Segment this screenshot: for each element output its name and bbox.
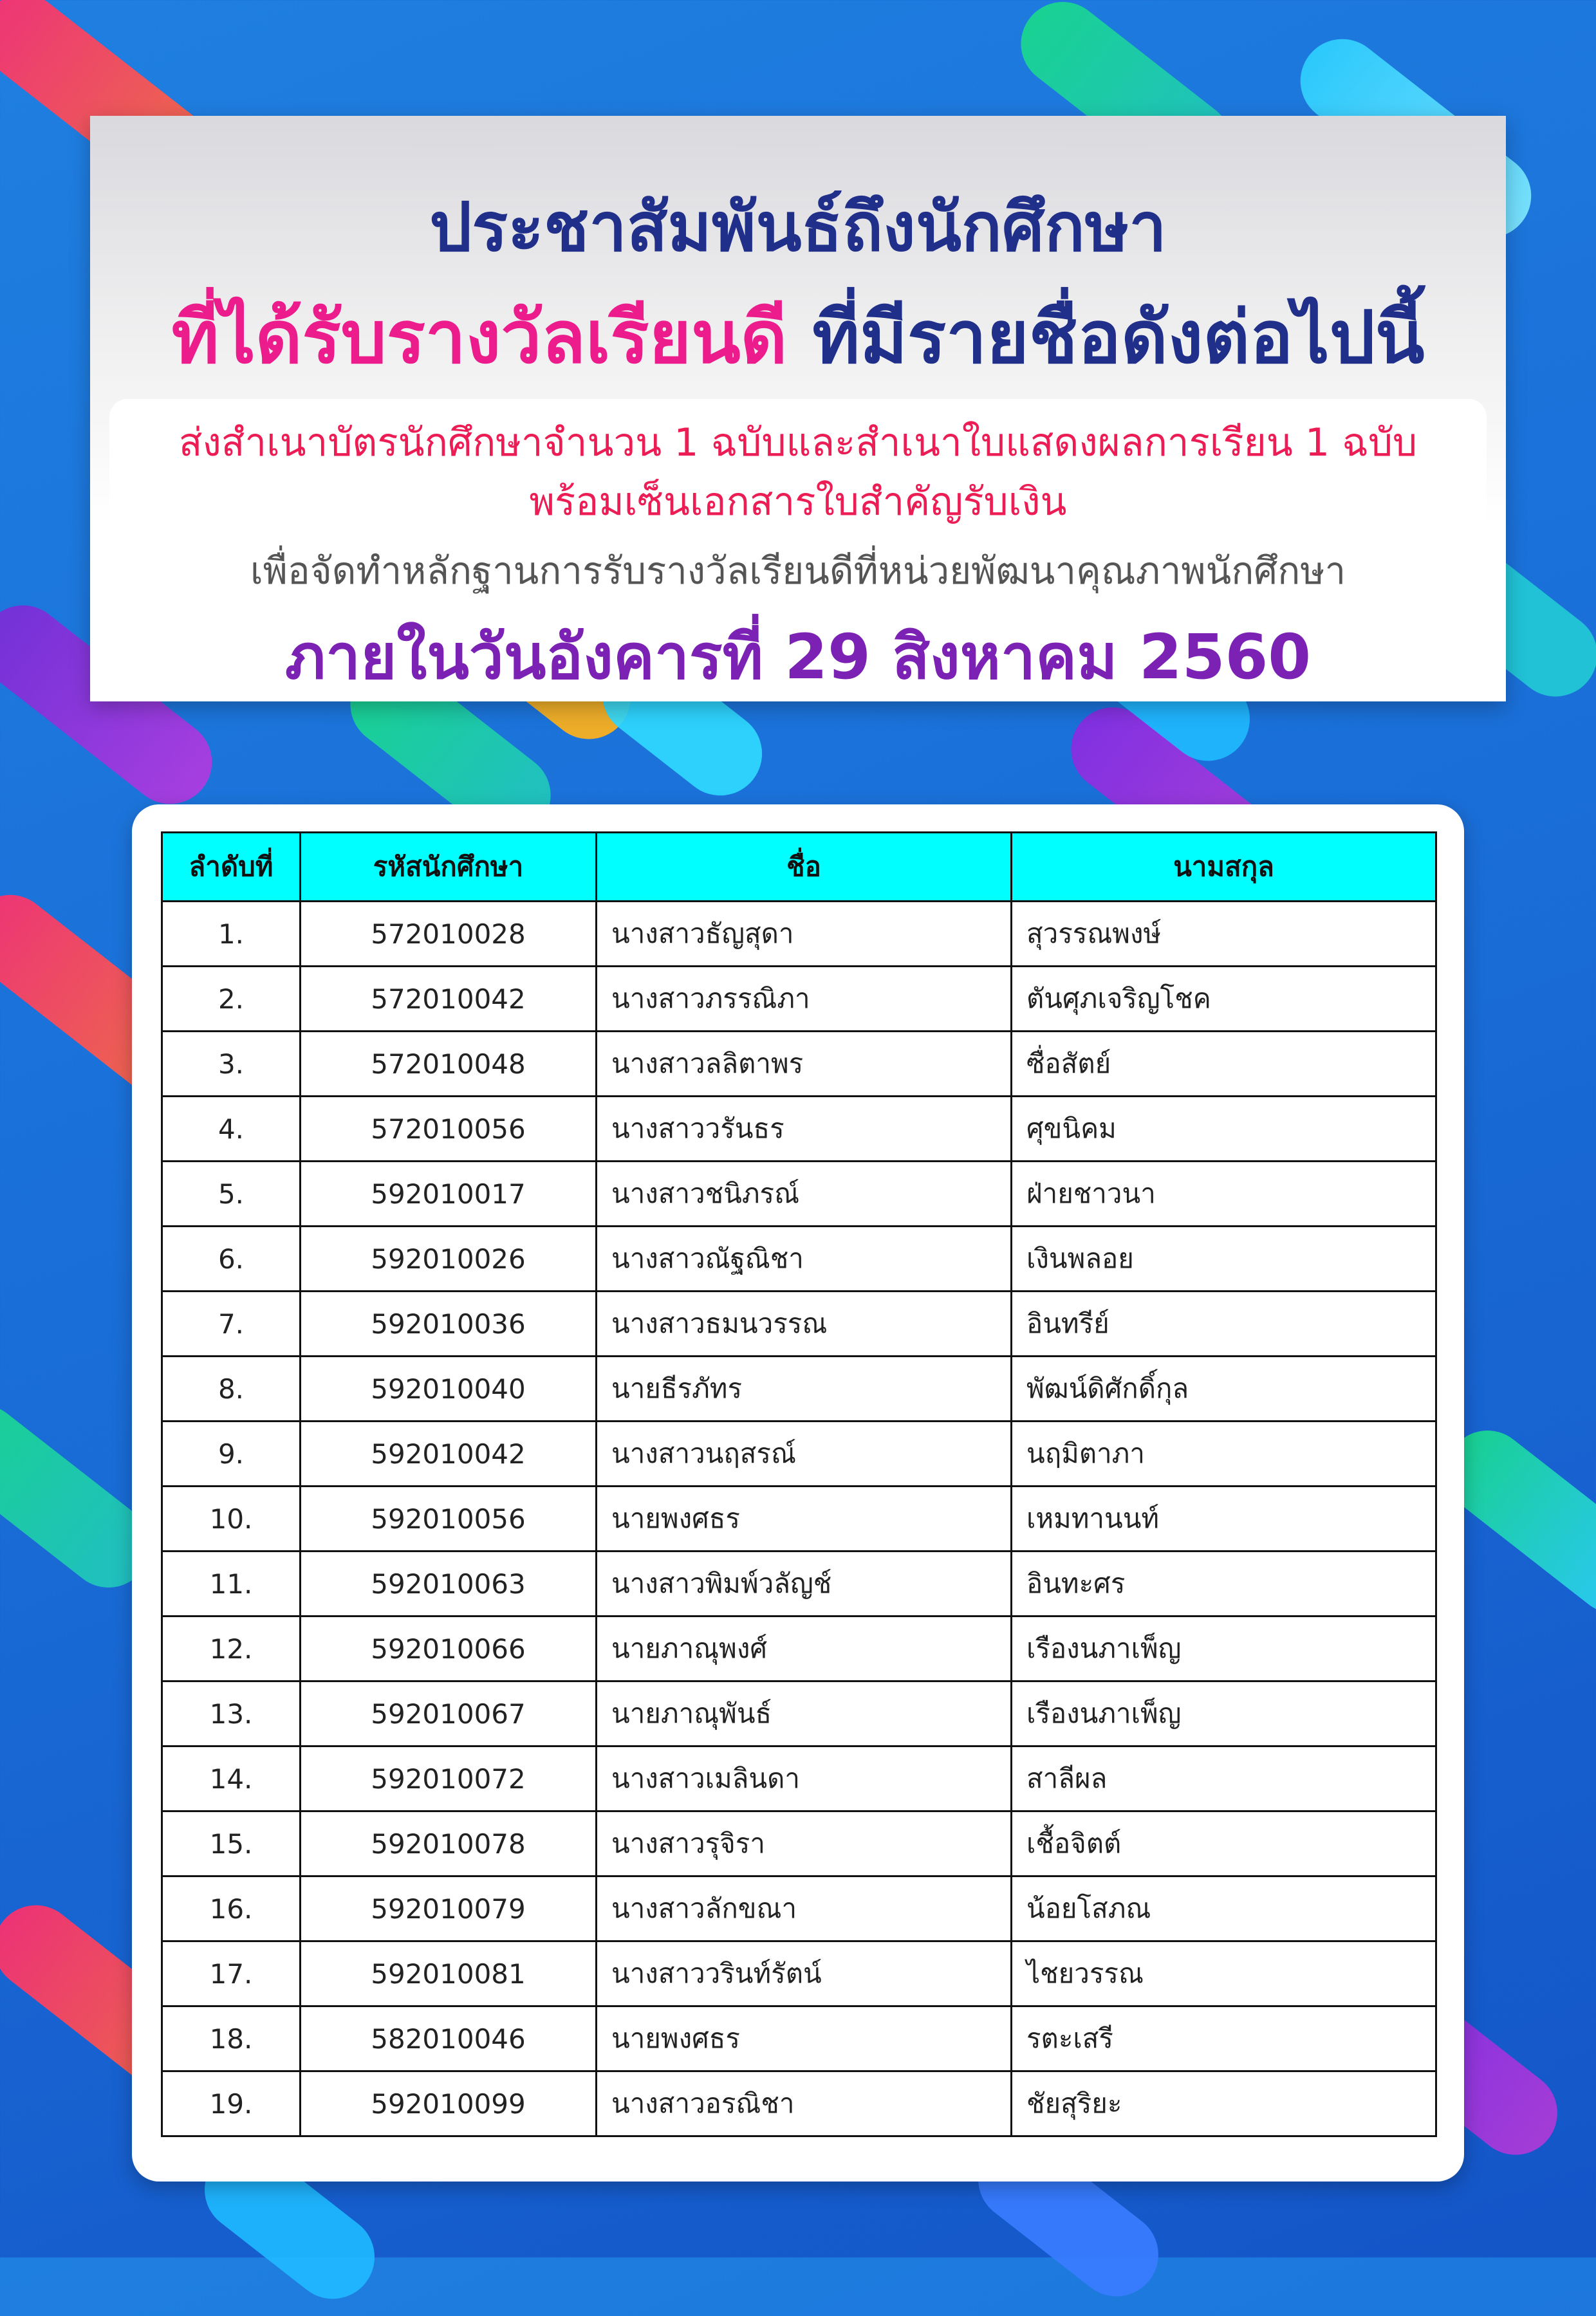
table-header-row: [162, 833, 1436, 902]
cell-order: 1.: [162, 902, 301, 967]
cell-order: 2.: [162, 967, 301, 1032]
cell-order: 19.: [162, 2071, 301, 2136]
table-row: [162, 967, 1436, 1032]
cell-student-id: 592010056: [301, 1487, 597, 1552]
cell-order: 8.: [162, 1357, 301, 1422]
table-row: [162, 1941, 1436, 2006]
table-row: [162, 1357, 1436, 1422]
cell-order: 18.: [162, 2006, 301, 2071]
cell-order: 17.: [162, 1941, 301, 2006]
cell-last-name: เชื้อจิตต์: [1012, 1811, 1436, 1876]
table-row: [162, 1681, 1436, 1746]
cell-student-id: 592010063: [301, 1552, 597, 1617]
cell-order: 3.: [162, 1032, 301, 1097]
cell-order: 16.: [162, 1876, 301, 1941]
notice-box: [109, 399, 1487, 534]
table-row: [162, 1617, 1436, 1681]
cell-student-id: 592010017: [301, 1162, 597, 1227]
student-table: [161, 831, 1437, 2137]
cell-student-id: 572010056: [301, 1097, 597, 1162]
cell-first-name: นายภาณุพันธ์: [597, 1681, 1012, 1746]
cell-order: 11.: [162, 1552, 301, 1617]
cell-first-name: นางสาววรันธร: [597, 1097, 1012, 1162]
cell-last-name: น้อยโสภณ: [1012, 1876, 1436, 1941]
table-row: [162, 1292, 1436, 1357]
cell-first-name: นายภาณุพงศ์: [597, 1617, 1012, 1681]
cell-last-name: ซื่อสัตย์: [1012, 1032, 1436, 1097]
column-header-order: ลำดับที่: [162, 833, 301, 902]
table-row: [162, 1422, 1436, 1487]
cell-last-name: ฝ่ายชาวนา: [1012, 1162, 1436, 1227]
announcement-header: [90, 116, 1506, 701]
cell-student-id: 592010066: [301, 1617, 597, 1681]
title-line-2-rest: ที่มีรายชื่อดังต่อไปนี้: [812, 296, 1425, 380]
cell-student-id: 572010042: [301, 967, 597, 1032]
cell-first-name: นางสาวณัฐณิชา: [597, 1227, 1012, 1292]
cell-first-name: นายพงศธร: [597, 2006, 1012, 2071]
table-row: [162, 1097, 1436, 1162]
student-list-card: [132, 804, 1464, 2182]
cell-last-name: อินทรีย์: [1012, 1292, 1436, 1357]
cell-order: 7.: [162, 1292, 301, 1357]
cell-last-name: สาลีผล: [1012, 1746, 1436, 1811]
notice-line-1: ส่งสำเนาบัตรนักศึกษาจำนวน 1 ฉบับและสำเนาใบแสดงผลการเรียน 1 ฉบับ: [178, 420, 1418, 465]
cell-first-name: นางสาวนฤสรณ์: [597, 1422, 1012, 1487]
cell-student-id: 592010072: [301, 1746, 597, 1811]
table-row: [162, 1876, 1436, 1941]
cell-first-name: นางสาวชนิภรณ์: [597, 1162, 1012, 1227]
table-row: [162, 1227, 1436, 1292]
cell-last-name: พัฒน์ดิศักดิ์กุล: [1012, 1357, 1436, 1422]
table-row: [162, 2006, 1436, 2071]
table-row: [162, 902, 1436, 967]
cell-last-name: ชัยสุริยะ: [1012, 2071, 1436, 2136]
cell-order: 15.: [162, 1811, 301, 1876]
deadline-text: ภายในวันอังคารที่ 29 สิงหาคม 2560: [284, 621, 1312, 693]
cell-last-name: ตันศุภเจริญโชค: [1012, 967, 1436, 1032]
cell-student-id: 572010048: [301, 1032, 597, 1097]
title-line-2: [90, 280, 1506, 394]
cell-order: 13.: [162, 1681, 301, 1746]
cell-student-id: 592010081: [301, 1941, 597, 2006]
notice-line-3: เพื่อจัดทำหลักฐานการรับรางวัลเรียนดีที่หน่วยพัฒนาคุณภาพนักศึกษา: [250, 549, 1346, 593]
column-header-student-id: รหัสนักศึกษา: [301, 833, 597, 902]
table-row: [162, 1487, 1436, 1552]
cell-student-id: 592010099: [301, 2071, 597, 2136]
cell-student-id: 582010046: [301, 2006, 597, 2071]
cell-last-name: เหมทานนท์: [1012, 1487, 1436, 1552]
cell-last-name: ไชยวรรณ: [1012, 1941, 1436, 2006]
cell-order: 12.: [162, 1617, 301, 1681]
cell-first-name: นางสาวพิมพ์วลัญช์: [597, 1552, 1012, 1617]
cell-first-name: นางสาวลักขณา: [597, 1876, 1012, 1941]
cell-first-name: นางสาวธัญสุดา: [597, 902, 1012, 967]
cell-last-name: เงินพลอย: [1012, 1227, 1436, 1292]
cell-student-id: 592010079: [301, 1876, 597, 1941]
cell-order: 6.: [162, 1227, 301, 1292]
cell-student-id: 592010067: [301, 1681, 597, 1746]
cell-first-name: นางสาวอรณิชา: [597, 2071, 1012, 2136]
cell-student-id: 592010026: [301, 1227, 597, 1292]
cell-order: 9.: [162, 1422, 301, 1487]
table-row: [162, 1162, 1436, 1227]
cell-order: 14.: [162, 1746, 301, 1811]
cell-first-name: นางสาวภรรณิภา: [597, 967, 1012, 1032]
table-row: [162, 1552, 1436, 1617]
cell-first-name: นายธีรภัทร: [597, 1357, 1012, 1422]
cell-first-name: นางสาวรุจิรา: [597, 1811, 1012, 1876]
column-header-first-name: ชื่อ: [597, 833, 1012, 902]
column-header-last-name: นามสกุล: [1012, 833, 1436, 902]
cell-student-id: 592010036: [301, 1292, 597, 1357]
table-row: [162, 2071, 1436, 2136]
title-line-1: ประชาสัมพันธ์ถึงนักศึกษา: [429, 188, 1167, 266]
cell-first-name: นายพงศธร: [597, 1487, 1012, 1552]
notice-line-2: พร้อมเซ็นเอกสารใบสำคัญรับเงิน: [529, 479, 1067, 524]
cell-first-name: นางสาวลลิตาพร: [597, 1032, 1012, 1097]
cell-last-name: เรืองนภาเพ็ญ: [1012, 1617, 1436, 1681]
cell-student-id: 572010028: [301, 902, 597, 967]
cell-student-id: 592010040: [301, 1357, 597, 1422]
cell-last-name: สุวรรณพงษ์: [1012, 902, 1436, 967]
table-row: [162, 1811, 1436, 1876]
cell-order: 4.: [162, 1097, 301, 1162]
cell-student-id: 592010078: [301, 1811, 597, 1876]
cell-order: 5.: [162, 1162, 301, 1227]
cell-first-name: นางสาวธมนวรรณ: [597, 1292, 1012, 1357]
cell-first-name: นางสาววรินท์รัตน์: [597, 1941, 1012, 2006]
table-row: [162, 1032, 1436, 1097]
cell-last-name: รตะเสรี: [1012, 2006, 1436, 2071]
cell-last-name: เรืองนภาเพ็ญ: [1012, 1681, 1436, 1746]
cell-last-name: นฤมิตาภา: [1012, 1422, 1436, 1487]
cell-order: 10.: [162, 1487, 301, 1552]
cell-student-id: 592010042: [301, 1422, 597, 1487]
cell-first-name: นางสาวเมลินดา: [597, 1746, 1012, 1811]
cell-last-name: ศุขนิคม: [1012, 1097, 1436, 1162]
title-line-2-highlight: ที่ได้รับรางวัลเรียนดี: [171, 296, 788, 380]
table-row: [162, 1746, 1436, 1811]
cell-last-name: อินทะศร: [1012, 1552, 1436, 1617]
